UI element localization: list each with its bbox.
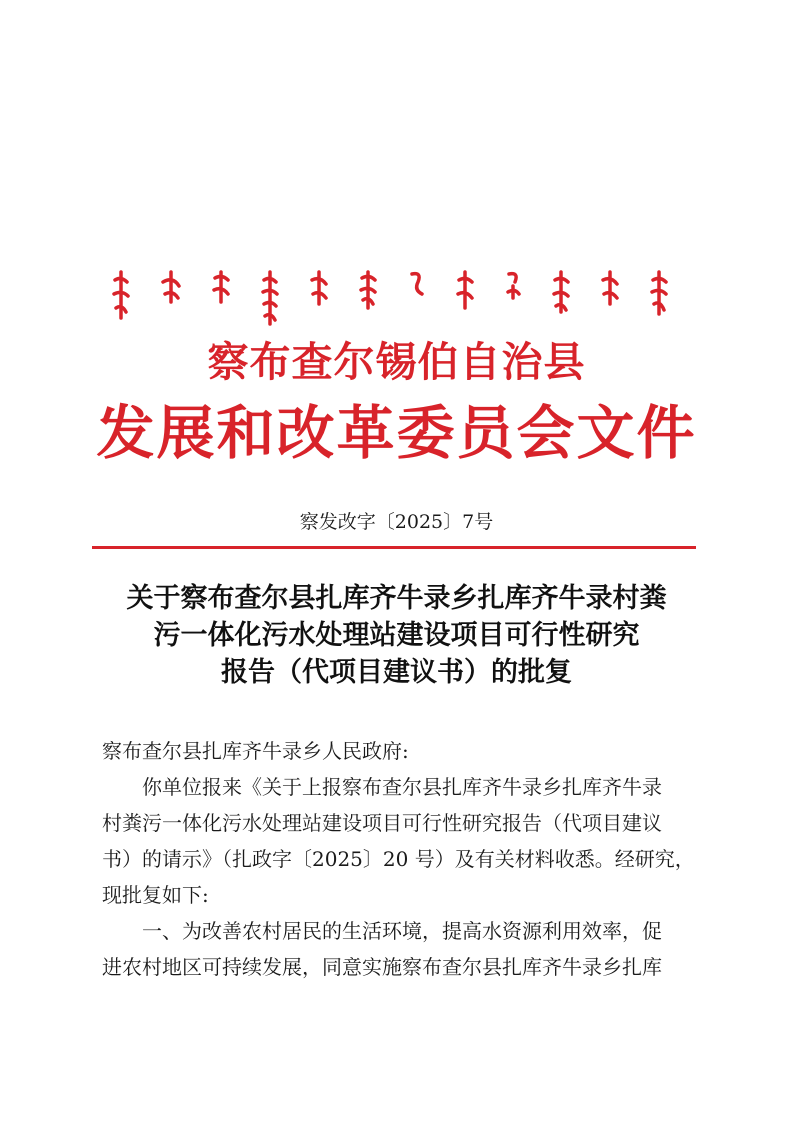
body-line: 现批复如下: xyxy=(102,883,209,907)
title-line: 报告（代项目建议书）的批复 xyxy=(221,657,572,688)
title-line: 污一体化污水处理站建设项目可行性研究 xyxy=(153,620,640,651)
body-line: 进农村地区可持续发展，同意实施察布查尔县扎库齐牛录乡扎库 xyxy=(102,955,662,979)
paragraph-2 xyxy=(102,913,698,985)
title-line: 关于察布查尔县扎库齐牛录乡扎库齐牛录村粪 xyxy=(126,583,667,614)
mongolian-glyph-icon xyxy=(259,268,281,330)
mongolian-glyph-icon xyxy=(503,268,523,304)
mongolian-glyph-icon xyxy=(357,268,379,314)
mongolian-glyph-icon xyxy=(159,268,183,308)
paragraph-1 xyxy=(102,769,698,913)
mongolian-glyph-icon xyxy=(599,268,621,310)
body-line: 你单位报来《关于上报察布查尔县扎库齐牛录乡扎库齐牛录 xyxy=(142,775,662,799)
salutation: 察布查尔县扎库齐牛录乡人民政府: xyxy=(102,739,409,763)
mongolian-script-header xyxy=(110,268,670,334)
document-body xyxy=(102,733,698,985)
agency-name-line1: 察布查尔锡伯自治县 xyxy=(207,338,586,386)
mongolian-glyph-icon xyxy=(406,268,426,300)
mongolian-glyph-icon xyxy=(308,268,330,310)
document-number: 察发改字〔2025〕7号 xyxy=(299,511,494,533)
body-line: 一、为改善农村居民的生活环境，提高水资源利用效率，促 xyxy=(142,919,662,943)
mongolian-glyph-icon xyxy=(210,268,232,308)
document-title xyxy=(60,580,733,691)
mongolian-glyph-icon xyxy=(454,268,476,314)
mongolian-glyph-icon xyxy=(648,268,670,320)
mongolian-glyph-icon xyxy=(110,268,132,326)
body-line: 村粪污一体化污水处理站建设项目可行性研究报告（代项目建议 xyxy=(102,811,662,835)
red-divider-line xyxy=(92,546,696,549)
mongolian-glyph-icon xyxy=(550,268,572,318)
body-line: 书）的请示》（扎政字〔2025〕20 号）及有关材料收悉。经研究， xyxy=(102,847,695,871)
agency-name-line2: 发展和改革委员会文件 xyxy=(96,399,697,467)
